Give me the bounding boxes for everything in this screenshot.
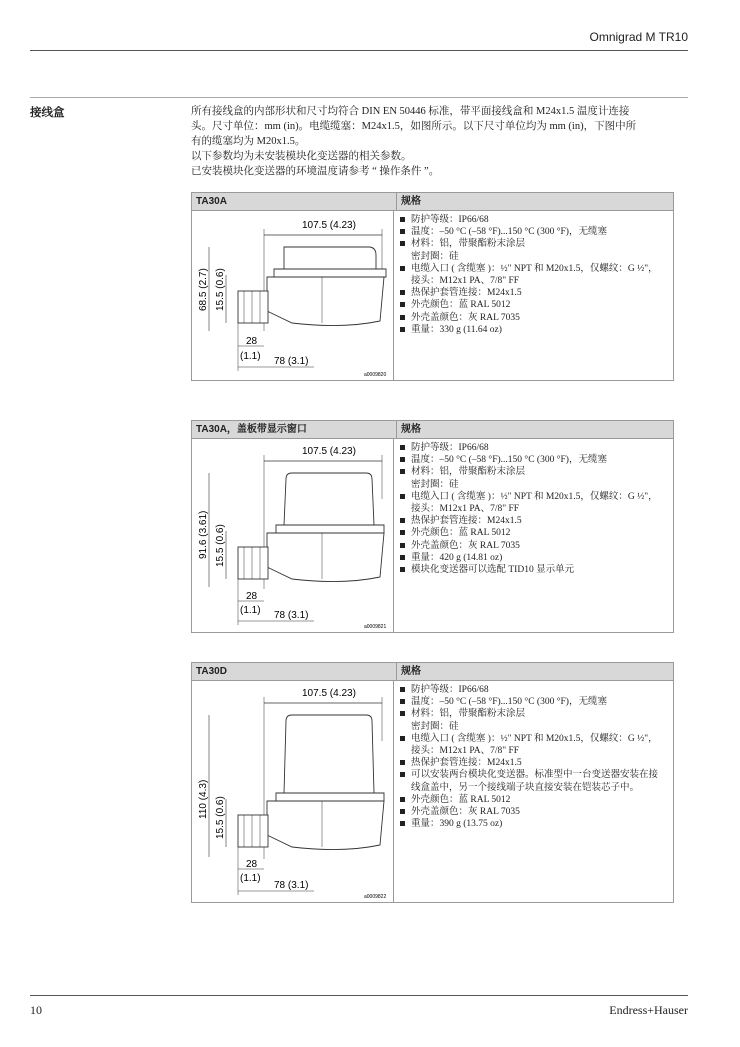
intro-line: 所有接线盒的内部形状和尺寸均符合 DIN EN 50446 标准，带平面接线盒和 M24x1.5 温度计连接 xyxy=(191,106,630,117)
spec-item: 重量：330 g (11.64 oz) xyxy=(400,324,667,336)
panel-header xyxy=(192,663,673,681)
spec-item: 防护等级：IP66/68 xyxy=(400,214,667,226)
spec-header: 规格 xyxy=(401,424,421,435)
spec-item: 热保护套管连接：M24x1.5 xyxy=(400,757,667,769)
dim-neck: 15.5 (0.6) xyxy=(215,796,226,839)
intro-line: 以下参数均为未安装模块化变送器的相关参数。 xyxy=(191,151,412,162)
spec-item: 温度：–50 °C (–58 °F)...150 °C (300 °F)，无缆塞 xyxy=(400,454,667,466)
figure-code: a0009821 xyxy=(364,624,387,630)
dim-width: 107.5 (4.23) xyxy=(302,220,356,231)
header-title: Omnigrad M TR10 xyxy=(589,30,688,44)
panel-header xyxy=(192,421,673,439)
spec-item: 外壳盖颜色：灰 RAL 7035 xyxy=(400,806,667,818)
header-rule xyxy=(30,50,688,51)
spec-item: 外壳盖颜色：灰 RAL 7035 xyxy=(400,312,667,324)
panel-title: TA30A xyxy=(192,193,397,210)
intro-text xyxy=(191,104,676,179)
section-label: 接线盒 xyxy=(30,107,65,119)
figure-code: a0009820 xyxy=(364,372,387,378)
panel-title: TA30D xyxy=(192,663,397,680)
spec-item-cont: 密封圈：硅 xyxy=(411,251,459,262)
spec-item-cont: 密封圈：硅 xyxy=(411,479,459,490)
spec-item: 重量：420 g (14.81 oz) xyxy=(400,552,667,564)
spec-list xyxy=(394,681,673,902)
dim-gland: 28 xyxy=(246,859,258,870)
spec-item-cont: 接头：M12x1 PA、7/8" FF xyxy=(411,746,520,757)
intro-line: 头。尺寸单位：mm (in)。电缆缆塞：M24x1.5，如图所示。以下尺寸单位均为 mm (in)，下图中所 xyxy=(191,121,637,132)
spec-item-cont: 接头：M12x1 PA、7/8" FF xyxy=(411,276,520,287)
housing-drawing xyxy=(192,439,394,632)
spec-item: 温度：–50 °C (–58 °F)...150 °C (300 °F)，无缆塞 xyxy=(400,696,667,708)
spec-item: 材料：铝，带聚酯粉末涂层 xyxy=(400,238,667,250)
spec-item: 电缆入口 ( 含缆塞 )：½" NPT 和 M20x1.5，仅螺纹：G ½"， xyxy=(400,733,667,745)
dim-depth: 78 (3.1) xyxy=(274,356,309,367)
footer-rule xyxy=(30,995,688,996)
spec-item: 模块化变送器可以选配 TID10 显示单元 xyxy=(400,564,667,576)
dim-gland: 28 xyxy=(246,336,258,347)
dim-height: 68.5 (2.7) xyxy=(198,268,209,311)
dim-gland-in: (1.1) xyxy=(240,351,261,362)
spec-list xyxy=(394,211,673,380)
housing-drawing xyxy=(192,211,394,380)
spec-item: 外壳颜色：蓝 RAL 5012 xyxy=(400,794,667,806)
spec-item: 外壳盖颜色：灰 RAL 7035 xyxy=(400,540,667,552)
spec-item-cont: 接头：M12x1 PA、7/8" FF xyxy=(411,504,520,515)
spec-item: 可以安装两台模块化变送器。标准型中一台变送器安装在接 xyxy=(400,769,667,781)
spec-item: 防护等级：IP66/68 xyxy=(400,442,667,454)
dim-gland: 28 xyxy=(246,591,258,602)
spec-item-cont: 线盒盖中，另一个接线端子块直接安装在铠装芯子中。 xyxy=(411,782,640,793)
dim-height: 110 (4.3) xyxy=(198,779,209,819)
section-rule xyxy=(30,97,688,98)
spec-header: 规格 xyxy=(401,196,421,207)
spec-item: 热保护套管连接：M24x1.5 xyxy=(400,515,667,527)
brand-name: Endress+Hauser xyxy=(609,1003,688,1017)
spec-item: 防护等级：IP66/68 xyxy=(400,684,667,696)
housing-drawing xyxy=(192,681,394,902)
panel-ta30d xyxy=(191,662,674,903)
spec-item: 材料：铝，带聚酯粉末涂层 xyxy=(400,466,667,478)
spec-item: 外壳颜色：蓝 RAL 5012 xyxy=(400,527,667,539)
panel-title: TA30A，盖板带显示窗口 xyxy=(192,421,397,438)
spec-item: 热保护套管连接：M24x1.5 xyxy=(400,287,667,299)
panel-ta30a-window xyxy=(191,420,674,633)
spec-item: 材料：铝，带聚酯粉末涂层 xyxy=(400,708,667,720)
spec-item: 电缆入口 ( 含缆塞 )：½" NPT 和 M20x1.5，仅螺纹：G ½"， xyxy=(400,263,667,275)
page-number: 10 xyxy=(30,1003,42,1017)
figure-code: a0009822 xyxy=(364,894,387,900)
spec-header: 规格 xyxy=(401,666,421,677)
dim-width: 107.5 (4.23) xyxy=(302,446,356,457)
dim-width: 107.5 (4.23) xyxy=(302,688,356,699)
dim-gland-in: (1.1) xyxy=(240,873,261,884)
panel-header xyxy=(192,193,673,211)
spec-item: 电缆入口 ( 含缆塞 )：½" NPT 和 M20x1.5，仅螺纹：G ½"， xyxy=(400,491,667,503)
dim-neck: 15.5 (0.6) xyxy=(215,268,226,311)
dim-depth: 78 (3.1) xyxy=(274,610,309,621)
spec-item: 重量：390 g (13.75 oz) xyxy=(400,818,667,830)
dim-depth: 78 (3.1) xyxy=(274,880,309,891)
spec-item: 外壳颜色：蓝 RAL 5012 xyxy=(400,299,667,311)
panel-ta30a xyxy=(191,192,674,381)
intro-line: 有的缆塞均为 M20x1.5。 xyxy=(191,136,306,147)
dim-neck: 15.5 (0.6) xyxy=(215,524,226,567)
dim-gland-in: (1.1) xyxy=(240,605,261,616)
dim-height: 91.6 (3.61) xyxy=(198,510,209,559)
spec-item-cont: 密封圈：硅 xyxy=(411,721,459,732)
intro-line: 已安装模块化变送器的环境温度请参考 “ 操作条件 ”。 xyxy=(191,166,440,177)
spec-item: 温度：–50 °C (–58 °F)...150 °C (300 °F)，无缆塞 xyxy=(400,226,667,238)
spec-list xyxy=(394,439,673,632)
